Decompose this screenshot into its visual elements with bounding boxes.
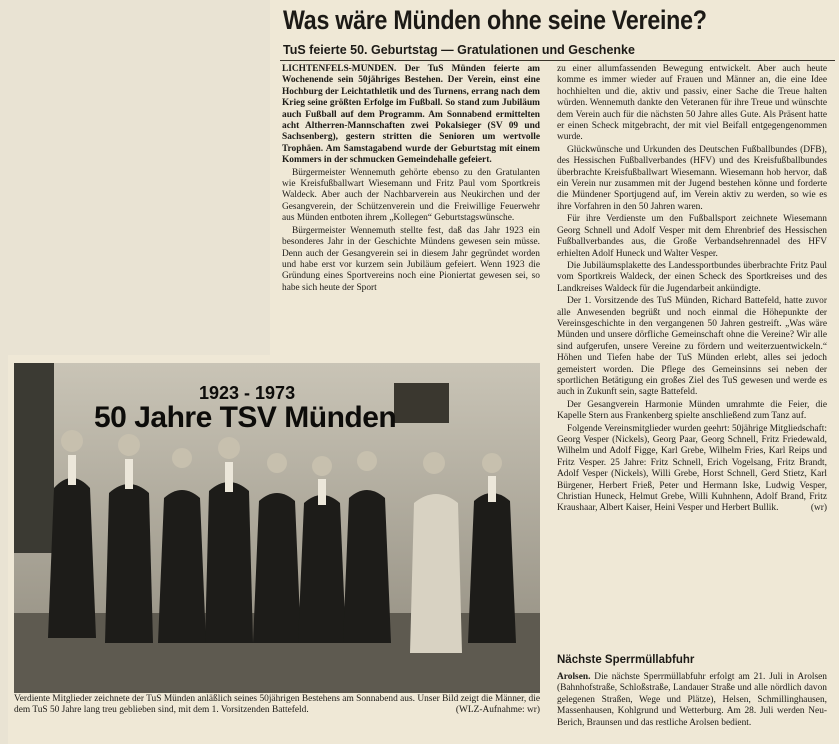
sidebar-news-headline: Nächste Sperrmüllabfuhr bbox=[557, 654, 695, 666]
headline-rule bbox=[280, 60, 835, 61]
photo-credit: (WLZ-Aufnahme: wr) bbox=[455, 705, 540, 716]
lead-text: Der TuS Münden feierte am Wochenende sein 50jähriges Bestehen. Der Verein, einst eine Hochburg der Leichtathletik und des Turnens, errang nach dem Krieg seine größten Erfolge im Fußball. So stand zum Jubiläum auch Fußball auf dem Programm. Am Sonnabend ermittelten acht Altherren-Mannschaften zwei Pokalsieger (SV 09 und Sachsenberg), gestern stritten die Senioren um wertvolle Trophäen. Am Samstagabend wurde der Geburtstag mit einem Kommers in der schmucken Gemeindehalle gefeiert. bbox=[282, 64, 540, 166]
lead-paragraph bbox=[282, 64, 540, 167]
paragraph: Für ihre Verdienste um den Fußballsport zeichnete Wiesemann Georg Schnell und Adolf Vesper mit dem Ehrenbrief des Hessischen Fußballverbandes aus, die Große Verbandsehrennadel des HFV erhielten Adolf Huneck und Walter Vesper. bbox=[557, 214, 827, 259]
banner-text: 50 Jahre TSV Münden bbox=[94, 401, 397, 434]
paragraph: zu einer allumfassenden Bewegung entwickelt. Aber auch heute komme es immer wieder auf Frauen und Männer an, die eine Idee hochhielten und die, aktiv und passiv, einer Sache die Treue halten würden. Wennemuth dankte den Veteranen für ihre Treue und wünschte dem Verein auch für die nächsten 50 Jahre alles Gute. Als Präsent hatte er einen Scheck mitgebracht, der mit viel Beifall entgegengenommen wurde. bbox=[557, 64, 827, 143]
honorees-text: Folgende Vereinsmitglieder wurden geehrt: 50jährige Mitgliedschaft: Georg Vesper (Nickels), Georg Paar, Georg Schnell, Fritz Friedewald, Wilhelm und Adolf Figge, Karl Grebe, Wilhelm Fries, Karl Reips und Fritz Vesper. 25 Jahre: Fritz Schnell, Erich Vogelsang, Fritz Brandt, Adolf Vesper (Nickels), Willi Grebe, Horst Schnell, Gerd Stietz, Karl Bürgener, Herbert Frieß, Peter und Hermann Iske, Ludwig Vesper, Christian Huneck, Helmut Grebe, Willi Kuhnhenn, Adolf Brand, Fritz Kraushaar, Albert Kaiser, Heini Vesper und Herbert Bullik. bbox=[557, 423, 827, 514]
paragraph bbox=[557, 672, 827, 729]
news-text: Die nächste Sperrmüllabfuhr erfolgt am 21. Juli in Arolsen (Bahnhofstraße, Schloßstraße, Landauer Straße und alle nördlich davon gelegenen Straßen, Wege und Plätze), Helsen, Schmillinghausen, Massenhausen, Kohlgrund und Wetterburg. Am 28. Juli werden Neu-Berich, Braunsen und das restliche Arolsen bedient. bbox=[557, 672, 827, 728]
byline: (wr) bbox=[810, 503, 827, 514]
article-headline: Was wäre Münden ohne seine Vereine? bbox=[283, 5, 707, 35]
photo-caption bbox=[14, 694, 540, 742]
dateline: LICHTENFELS-MÜNDEN. bbox=[282, 64, 397, 74]
article-subheadline: TuS feierte 50. Geburtstag — Gratulationen und Geschenke bbox=[283, 43, 635, 57]
article-column-1 bbox=[282, 64, 540, 352]
paragraph: Glückwünsche und Urkunden des Deutschen Fußballbundes (DFB), des Hessischen Fußballverbandes (HFV) und des Kreisfußballbundes überbrachte Kreisfußballwart Wiesemann. Wiesemann hob hervor, daß ein Verein nur zusammen mit der Jugend bestehen könne und forderte die Mündener Sportjugend auf, im Verein aktiv zu werden, so wie es ihre Vorfahren in den 50 Jahren waren. bbox=[557, 144, 827, 212]
article-column-2 bbox=[557, 64, 827, 648]
paragraph: Bürgermeister Wennemuth gehörte ebenso zu den Gratulanten wie Kreisfußballwart Wiesemann und Fritz Paul vom Sportkreis Waldeck. Aber auch der Nachbarverein aus Neukirchen und der Gesangverein, der Schützenverein und die Freiwillige Feuerwehr aus Münden entboten ihrem „Kollegen“ Geburtstagswünsche. bbox=[282, 167, 540, 224]
paragraph: Der Gesangverein Harmonie Münden umrahmte die Feier, die Kapelle Stern aus Frankenberg spielte anschließend zum Tanz auf. bbox=[557, 399, 827, 422]
dateline: Arolsen. bbox=[557, 672, 591, 682]
paragraph: Bürgermeister Wennemuth stellte fest, daß das Jahr 1923 ein besonderes Jahr in der Geschichte Mündens gewesen sein müsse. Denn auch der Gesangverein sei in diesem Jahr gegründet worden und habe erst vor kurzem sein Jubiläum gefeiert. Wenn 1923 die Gründung eines Sportvereins noch eine Pioniertat gewesen sei, so habe sich heute der Sport bbox=[282, 225, 540, 293]
paragraph: Der 1. Vorsitzende des TuS Münden, Richard Battefeld, hatte zuvor alle Anwesenden begrüßt und noch einmal die Höhepunkte der Vereinsgeschichte in den vergangenen 50 Jahren gestreift. „Was wäre Münden und unsere dörfliche Gemeinschaft ohne die Vereine? Wir alle sind aufgerufen, unsere Vereine zu fördern und weiterzuentwickeln.“ Höhen und Tiefen habe der TuS Münden erlebt, alles sei jedoch gemeistert worden. Die Pflege des Gemeinsinns sei neben der sportlichen Betätigung ein großes Ziel des TuS gewesen und werde es auch in Zukunft sein, sagte Battefeld. bbox=[557, 296, 827, 398]
article-photo bbox=[14, 363, 540, 693]
banner-years: 1923 - 1973 bbox=[199, 383, 296, 403]
photo-banner bbox=[94, 383, 397, 443]
paragraph bbox=[557, 424, 827, 515]
sidebar-news-body bbox=[557, 672, 827, 744]
caption-text: Verdiente Mitglieder zeichnete der TuS Münden anläßlich seines 50jährigen Bestehens am Sonnabend aus. Unser Bild zeigt die Männer, die dem TuS 50 Jahre lang treu geblieben sind, mit dem 1. Vorsitzenden Battefeld. bbox=[14, 694, 540, 716]
paragraph: Die Jubiläumsplakette des Landessportbundes überbrachte Fritz Paul vom Sportkreis Waldeck, der einen Scheck des Sportkreises und des Landkreises Waldeck für die Jugendarbeit ankündigte. bbox=[557, 260, 827, 294]
